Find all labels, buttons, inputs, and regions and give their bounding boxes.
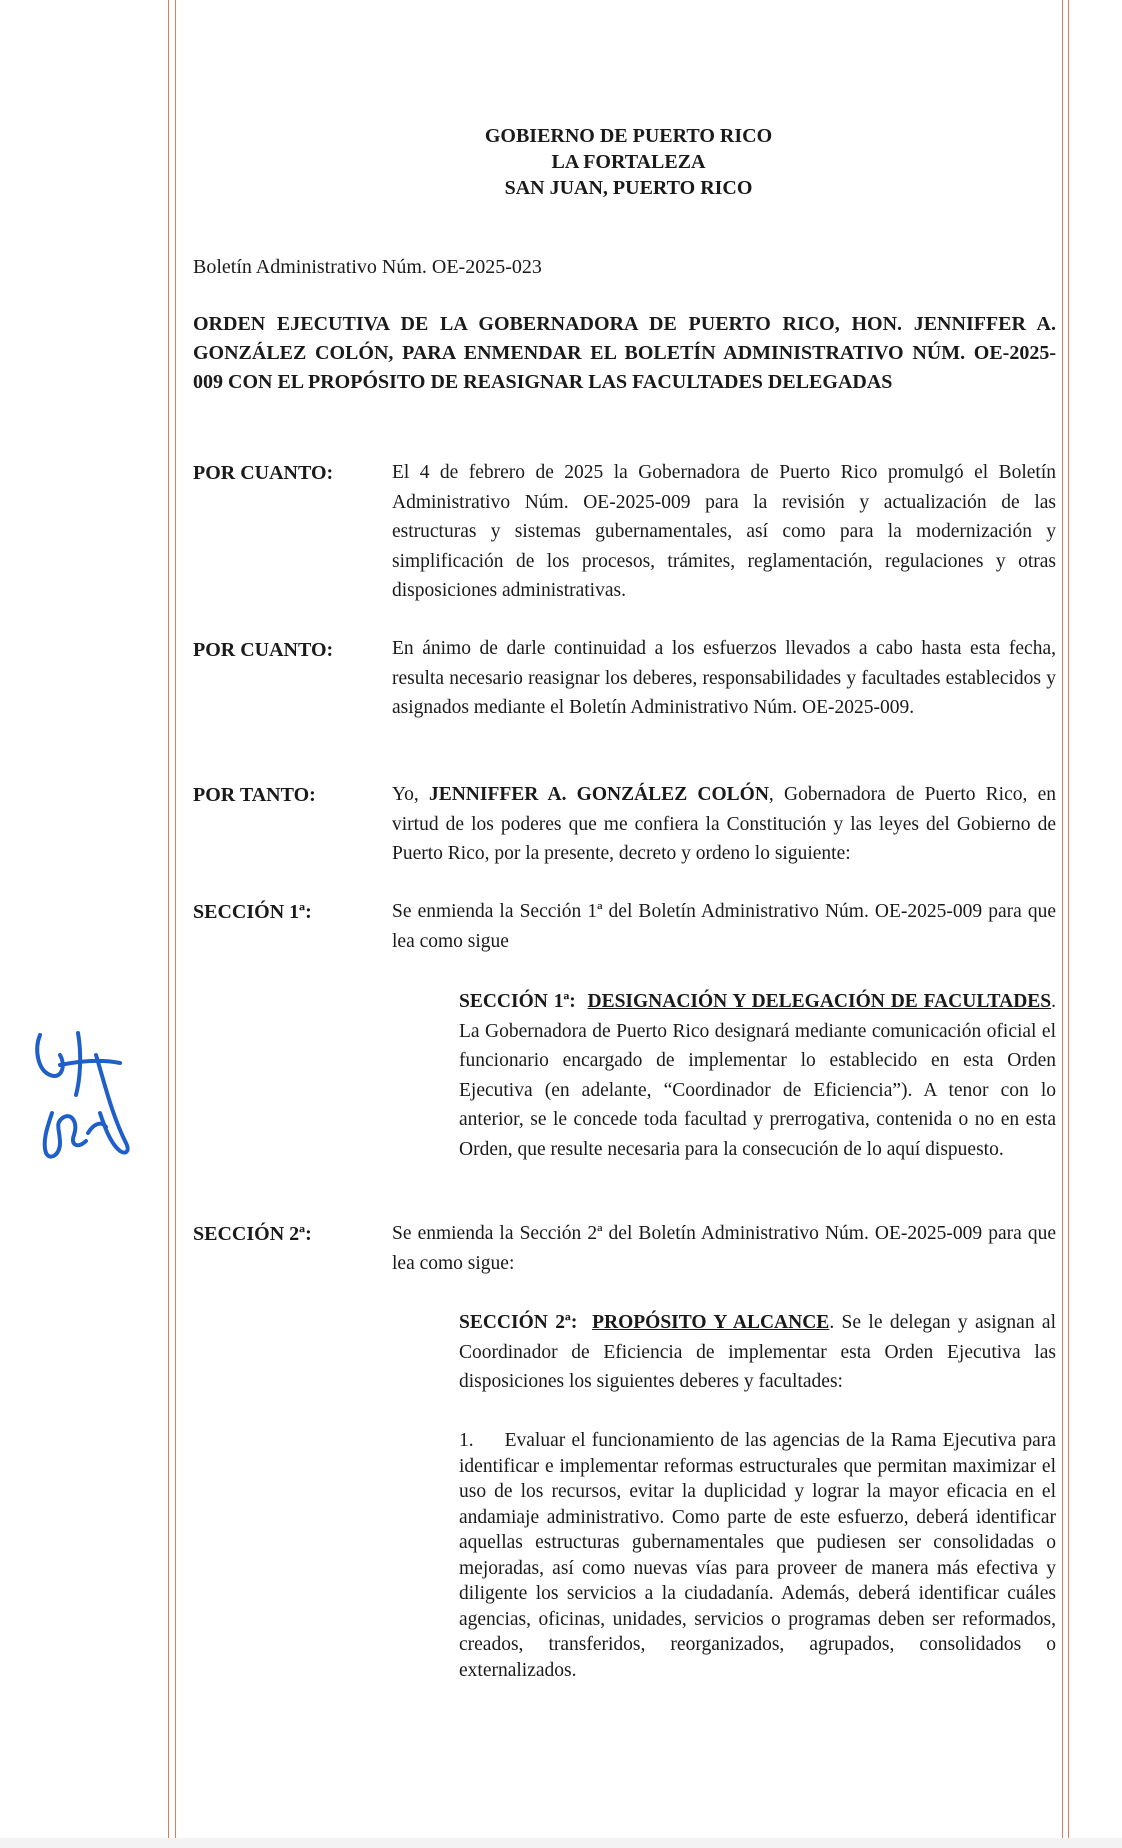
clause-label-por-tanto: POR TANTO: <box>193 784 316 806</box>
por-tanto-pre: Yo, <box>392 784 429 805</box>
quoted-seccion-2 <box>459 1308 1056 1397</box>
clause-label-seccion-1: SECCIÓN 1ª: <box>193 901 312 923</box>
clause-label-seccion-2: SECCIÓN 2ª: <box>193 1223 312 1245</box>
list-item-1-text: Evaluar el funcionamiento de las agencias de la Rama Ejecutiva para identificar e implementar reformas estructurales que permitan maximizar el uso de los recursos, evitar la duplicidad y lograr la mayor eficacia en el andamiaje administrativo. Como parte de este esfuerzo, deberá identificar aquellas estructuras gubernamentales que pudiesen ser consolidadas o mejoradas, así como nuevas vías para proveer de manera más efectiva y diligente los servicios a la ciudadanía. Además, deberá identificar cuáles agencias, oficinas, unidades, servicios o programas deben ser reformados, creados, transferidos, reorganizados, agrupados, consolidados o externalizados. <box>459 1430 1056 1681</box>
document-header <box>0 123 1122 201</box>
quoted-seccion-1 <box>459 987 1056 1164</box>
quoted-seccion-1-lead: SECCIÓN 1ª: <box>459 991 576 1012</box>
right-margin-rule <box>1068 0 1069 1848</box>
header-line-2: LA FORTALEZA <box>551 151 706 173</box>
clause-label-por-cuanto-2: POR CUANTO: <box>193 639 334 661</box>
clause-text-por-tanto <box>392 780 1056 869</box>
order-title: ORDEN EJECUTIVA DE LA GOBERNADORA DE PUERTO RICO, HON. JENNIFFER A. GONZÁLEZ COLÓN, PARA ENMENDAR EL BOLETÍN ADMINISTRATIVO NÚM. OE-2025-009 CON EL PROPÓSITO DE REASIGNAR LAS FACULTADES DELEGADAS <box>193 313 1056 393</box>
list-item-1-number: 1. <box>459 1430 474 1451</box>
clause-text-por-cuanto-1: El 4 de febrero de 2025 la Gobernadora de Puerto Rico promulgó el Boletín Administrativo Núm. OE-2025-009 para la revisión y actualización de las estructuras y sistemas gubernamentales, así como para la modernización y simplificación de los procesos, trámites, reglamentación, regulaciones y otras disposiciones administrativas. <box>392 462 1056 601</box>
page-bottom-edge <box>0 1838 1122 1848</box>
governor-name: JENNIFFER A. GONZÁLEZ COLÓN <box>428 784 769 805</box>
header-line-1: GOBIERNO DE PUERTO RICO <box>484 125 773 147</box>
left-margin-rule <box>168 0 169 1848</box>
left-margin-rule-inner <box>175 0 176 1848</box>
initials-signature <box>30 1025 140 1175</box>
quoted-seccion-1-title: DESIGNACIÓN Y DELEGACIÓN DE FACULTADES <box>587 991 1052 1012</box>
quoted-seccion-1-body: . La Gobernadora de Puerto Rico designará mediante comunicación oficial el funcionario encargado de implementar lo establecido en esta Orden Ejecutiva (en adelante, “Coordinador de Eficiencia”). A tenor con lo anterior, se le concede toda facultad y prerrogativa, contenida o no en esta Orden, que resulte necesaria para la consecución de lo aquí dispuesto. <box>459 991 1056 1160</box>
quoted-seccion-2-lead: SECCIÓN 2ª: <box>459 1312 578 1333</box>
right-margin-rule-inner <box>1062 0 1063 1848</box>
quoted-seccion-2-title: PROPÓSITO Y ALCANCE <box>592 1312 830 1333</box>
list-item-1 <box>459 1428 1056 1683</box>
header-line-3: SAN JUAN, PUERTO RICO <box>504 177 753 199</box>
clause-text-seccion-1: Se enmienda la Sección 1ª del Boletín Administrativo Núm. OE-2025-009 para que lea como sigue <box>392 901 1056 952</box>
quoted-seccion-2-body: . Se le delegan y asignan al Coordinador de Eficiencia de implementar esta Orden Ejecutiva las disposiciones los siguientes deberes y facultades: <box>459 1312 1057 1392</box>
clause-text-seccion-2: Se enmienda la Sección 2ª del Boletín Administrativo Núm. OE-2025-009 para que lea como sigue: <box>392 1223 1056 1274</box>
por-tanto-post: , Gobernadora de Puerto Rico, en virtud de los poderes que me confiera la Constitución y las leyes del Gobierno de Puerto Rico, por la presente, decreto y ordeno lo siguiente: <box>392 784 1056 864</box>
clause-text-por-cuanto-2: En ánimo de darle continuidad a los esfuerzos llevados a cabo hasta esta fecha, resulta necesario reasignar los deberes, responsabilidades y facultades establecidos y asignados mediante el Boletín Administrativo Núm. OE-2025-009. <box>392 638 1056 718</box>
clause-label-por-cuanto-1: POR CUANTO: <box>193 462 334 484</box>
boletin-number: Boletín Administrativo Núm. OE-2025-023 <box>193 256 542 278</box>
